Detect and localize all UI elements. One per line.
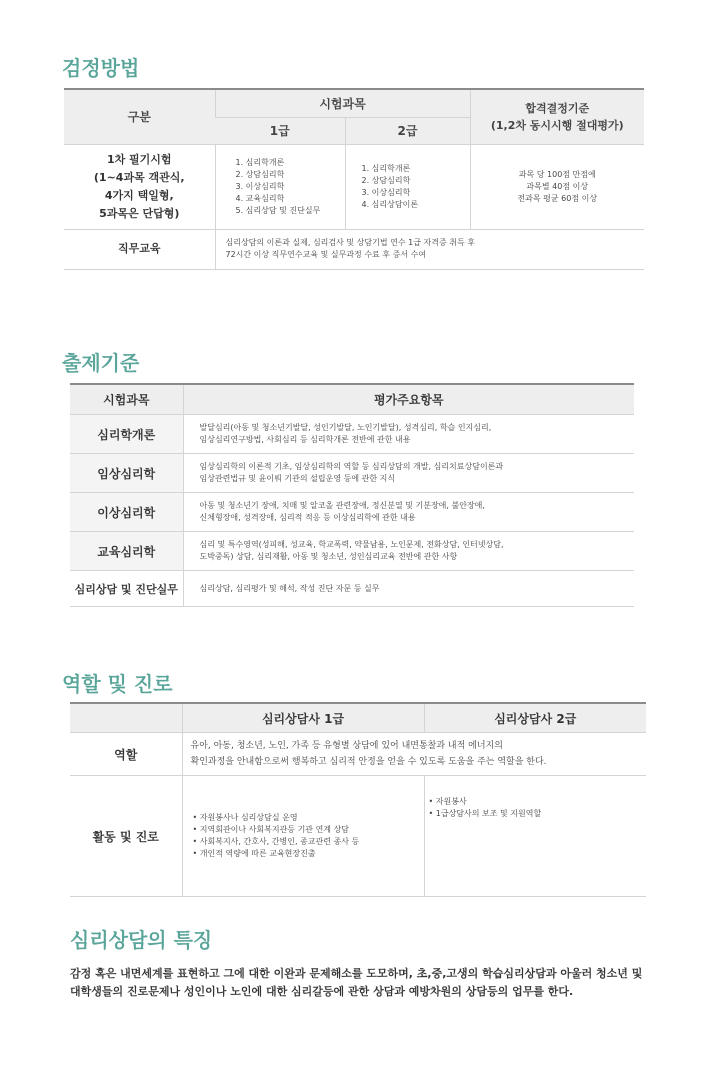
header-pass-criteria: 합격결정기준 (1,2차 동시시행 절대평가) xyxy=(470,89,644,144)
header-grade1: 1급 xyxy=(215,117,345,144)
pass-criteria: 과목 당 100점 만점에 과목별 40점 이상 전과목 평균 60점 이상 xyxy=(470,144,644,229)
header-subjects: 시험과목 xyxy=(215,89,470,117)
criteria-subject: 임상심리학 xyxy=(70,454,183,493)
header-empty xyxy=(70,703,182,733)
criteria-subject: 심리상담 및 진단실무 xyxy=(70,571,183,607)
criteria-subject: 이상심리학 xyxy=(70,493,183,532)
features-description: 감정 혹은 내면세계를 표현하고 그에 대한 이완과 문제해소를 도모하며, 초,중,고생의 학습심리상담과 아울러 청소년 및 대학생들의 진로문제나 성인이나 노인에 대한 심리갈등에 관한 상담과 예방차원의 상담등의 업무를 한다. xyxy=(70,967,643,998)
criteria-items: 발달심리(아동 및 청소년기발달, 성인기발달, 노인기발달), 성격심리, 학습 인지심리, 임상심리연구방법, 사회심리 등 심리학개론 전반에 관한 내용 xyxy=(183,415,634,454)
grade2-subjects: 1. 심리학개론 2. 상담심리학 3. 이상심리학 4. 심리상담이론 xyxy=(345,144,470,229)
features-section-title: 심리상담의 특징 xyxy=(70,928,213,952)
header-evaluation-items: 평가주요항목 xyxy=(183,384,634,415)
level2-activities: • 자원봉사 • 1급상담사의 보조 및 지원역할 xyxy=(424,776,646,897)
criteria-items: 아동 및 청소년기 장애, 치매 및 알코올 관련장애, 정신분열 및 기분장애, 불안장애, 신체형장애, 성격장애, 심리적 적응 등 이상심리학에 관한 내용 xyxy=(183,493,634,532)
header-category: 구분 xyxy=(64,89,215,144)
criteria-subject: 심리학개론 xyxy=(70,415,183,454)
roles-section-title: 역할 및 진로 xyxy=(62,672,173,696)
level1-activities: • 자원봉사나 심리상담실 운영 • 지역회관이나 사회복지관등 기관 연계 상담 • 사회복지사, 간호사, 간병인, 종교관련 종사 등 • 개인적 역량에 따른 교육현장진출 xyxy=(182,776,424,897)
criteria-items: 심리상담, 심리평가 및 해석, 작성 진단 자문 등 실무 xyxy=(183,571,634,607)
grade1-subjects: 1. 심리학개론 2. 상담심리학 3. 이상심리학 4. 교육심리학 5. 심리상담 및 진단실무 xyxy=(215,144,345,229)
exam-criteria-table xyxy=(70,383,634,607)
role-text: 유아, 아동, 청소년, 노인, 가족 등 유형별 상담에 있어 내면통찰과 내적 에너지의 확인과정을 안내함으로써 행복하고 심리적 안정을 얻을 수 있도록 도움을 주는 역할을 한다. xyxy=(182,733,646,776)
activity-label: 활동 및 진로 xyxy=(70,776,182,897)
criteria-section-title: 출제기준 xyxy=(62,351,140,375)
roles-table xyxy=(70,702,646,897)
header-grade2: 2급 xyxy=(345,117,470,144)
header-level1: 심리상담사 1급 xyxy=(182,703,424,733)
header-exam-subject: 시험과목 xyxy=(70,384,183,415)
criteria-items: 임상심리학의 이론적 기초, 임상심리학의 역할 등 심리상담의 개발, 심리치료상담이론과 임상관련법규 및 윤이뤄 기관의 설립운영 등에 관한 지식 xyxy=(183,454,634,493)
role-label: 역할 xyxy=(70,733,182,776)
method-section-title: 검정방법 xyxy=(62,56,140,80)
criteria-items: 심리 및 특수영역(성피해, 성교육, 학교폭력, 약물남용, 노인문제, 전화상담, 인터넷상담, 도박중독) 상담, 심리재활, 아동 및 청소년, 성인심리교육 전반에 관한 사항 xyxy=(183,532,634,571)
duty-education-label: 직무교육 xyxy=(64,229,215,269)
duty-education-text: 심리상담의 이론과 실제, 심리검사 및 상담기법 연수 1급 자격증 취득 후 72시간 이상 직무연수교육 및 실무과정 수료 후 증서 수여 xyxy=(215,229,644,269)
header-level2: 심리상담사 2급 xyxy=(424,703,646,733)
exam-method-table xyxy=(64,88,644,270)
written-exam-label: 1차 필기시험 (1~4과목 객관식, 4가지 택일형, 5과목은 단답형) xyxy=(64,144,215,229)
criteria-subject: 교육심리학 xyxy=(70,532,183,571)
